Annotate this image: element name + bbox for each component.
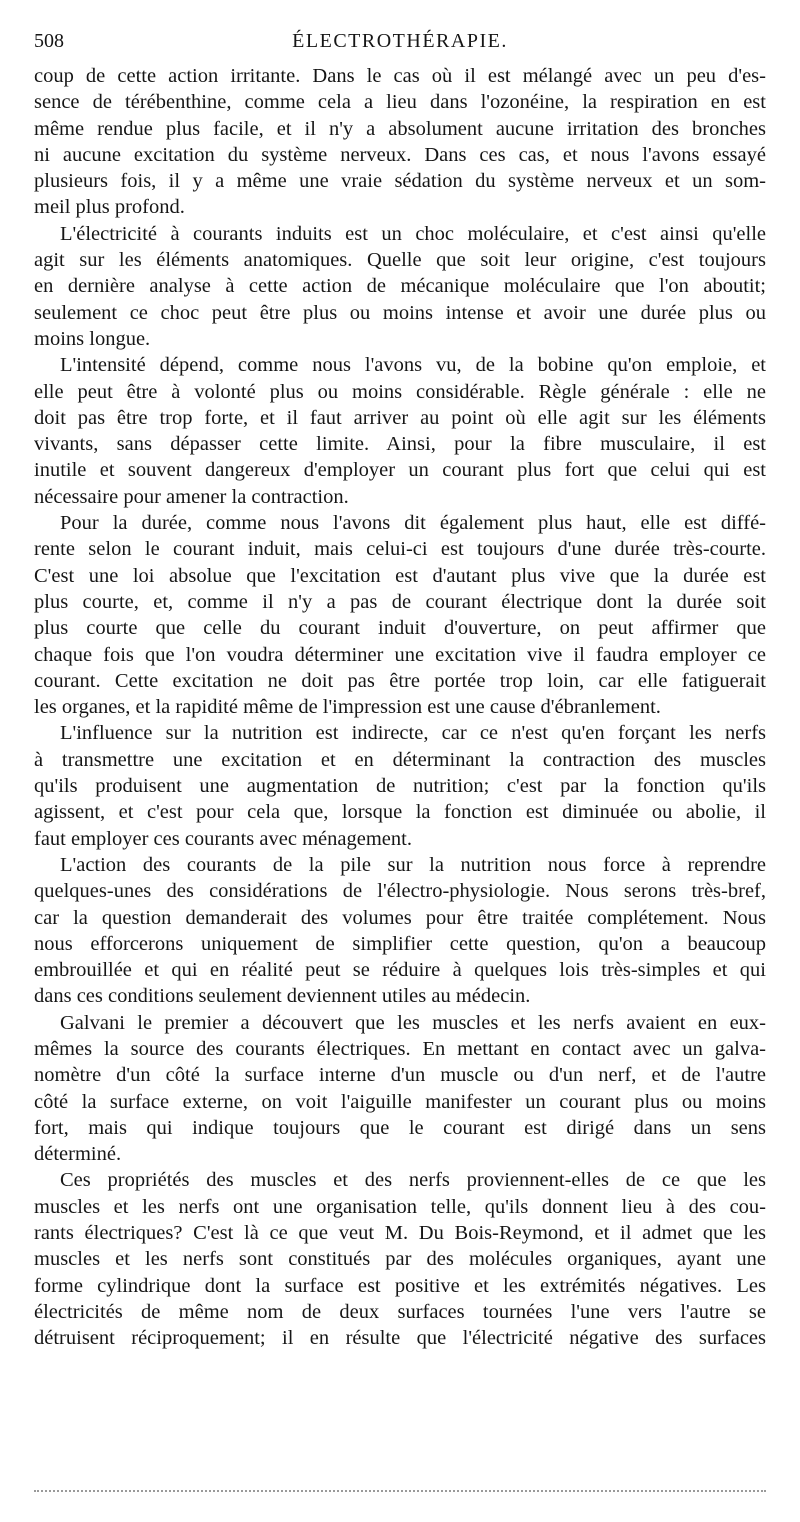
body-text [34,63,766,1352]
text-line: L'influence sur la nutrition est indirecte, car ce n'est qu'en forçant les nerfs [60,722,766,745]
text-line: elle peut être à volonté plus ou moins considérable. Règle générale : elle ne [34,380,766,403]
text-line: car la question demanderait des volumes pour être traitée complétement. Nous [34,906,766,929]
text-line: plus courte que celle du courant induit d'ouverture, on peut affirmer que [34,617,766,640]
text-line: meil plus profond. [34,196,185,219]
page-header [34,30,766,58]
text-line: vivants, sans dépasser cette limite. Ainsi, pour la fibre musculaire, il est [34,433,766,456]
running-title: ÉLECTROTHÉRAPIE. [292,30,508,52]
text-line: muscles et les nerfs ont une organisation telle, qu'ils donnent lieu à des cou- [34,1195,766,1218]
text-line: ni aucune excitation du système nerveux. Dans ces cas, et nous l'avons essayé [34,143,766,166]
text-line: moins longue. [34,327,151,350]
text-line: inutile et souvent dangereux d'employer un courant plus fort que celui qui est [34,459,766,482]
text-line: courant. Cette excitation ne doit pas être portée trop loin, car elle fatiguerait [34,669,766,692]
text-line: détruisent réciproquement; il en résulte que l'électricité négative des surfaces [34,1327,766,1350]
text-line: doit pas être trop forte, et il faut arriver au point où elle agit sur les éléments [34,406,766,429]
text-line: nécessaire pour amener la contraction. [34,485,349,508]
text-line: C'est une loi absolue que l'excitation est d'autant plus vive que la durée est [34,564,766,587]
text-line: qu'ils produisent une augmentation de nutrition; c'est par la fonction qu'ils [34,775,766,798]
text-line: quelques-unes des considérations de l'électro-physiologie. Nous serons très-bref, [34,880,766,903]
text-line: agit sur les éléments anatomiques. Quelle que soit leur origine, c'est toujours [34,249,766,272]
text-line: seulement ce choc peut être plus ou moins intense et avoir une durée plus ou [34,301,766,324]
text-line: chaque fois que l'on voudra déterminer une excitation vive il faudra employer ce [34,643,766,666]
text-line: rente selon le courant induit, mais celui-ci est toujours d'une durée très-courte. [34,538,766,561]
text-line: faut employer ces courants avec ménagement. [34,827,412,850]
text-line: les organes, et la rapidité même de l'impression est une cause d'ébranlement. [34,696,661,719]
text-line: L'action des courants de la pile sur la nutrition nous force à reprendre [60,853,766,876]
text-line: mêmes la source des courants électriques. En mettant en contact avec un galva- [34,1037,766,1060]
page-number: 508 [34,30,64,52]
text-line: côté la surface externe, on voit l'aiguille manifester un courant plus ou moins [34,1090,766,1113]
text-line: Pour la durée, comme nous l'avons dit également plus haut, elle est diffé- [60,512,766,535]
text-line: embrouillée et qui en réalité peut se réduire à quelques lois très-simples et qui [34,959,766,982]
text-line: forme cylindrique dont la surface est positive et les extrémités négatives. Les [34,1274,766,1297]
text-line: agissent, et c'est pour cela que, lorsque la fonction est diminuée ou abolie, il [34,801,766,824]
text-line: coup de cette action irritante. Dans le cas où il est mélangé avec un peu d'es- [34,65,766,87]
text-line: nomètre d'un côté la surface interne d'un muscle ou d'un nerf, et de l'autre [34,1064,766,1087]
text-line: en dernière analyse à cette action de mécanique moléculaire que l'on aboutit; [34,275,766,298]
text-line: Ces propriétés des muscles et des nerfs proviennent-elles de ce que les [60,1169,766,1192]
text-line: nous efforcerons uniquement de simplifier cette question, qu'on a beaucoup [34,932,766,955]
text-line: L'intensité dépend, comme nous l'avons vu, de la bobine qu'on emploie, et [60,354,766,377]
text-line: muscles et les nerfs sont constitués par des molécules organiques, ayant une [34,1248,766,1271]
text-line: plusieurs fois, il y a même une vraie sédation du système nerveux et un som- [34,170,766,193]
text-line: plus courte, et, comme il n'y a pas de courant électrique dont la durée soit [34,590,766,613]
text-line: L'électricité à courants induits est un choc moléculaire, et c'est ainsi qu'elle [60,222,766,245]
text-line: à transmettre une excitation et en déterminant la contraction des muscles [34,748,766,771]
text-line: dans ces conditions seulement deviennent utiles au médecin. [34,985,531,1008]
text-line: déterminé. [34,1143,122,1166]
text-line: sence de térébenthine, comme cela a lieu dans l'ozonéine, la respiration en est [34,91,766,114]
text-line: rants électriques? C'est là ce que veut M. Du Bois-Reymond, et il admet que les [34,1222,766,1245]
text-line: Galvani le premier a découvert que les muscles et les nerfs avaient en eux- [60,1011,766,1034]
bottom-bleedthrough-line [34,1490,766,1492]
text-line: électricités de même nom de deux surfaces tournées l'une vers l'autre se [34,1300,766,1323]
text-line: fort, mais qui indique toujours que le courant est dirigé dans un sens [34,1116,766,1139]
text-line: même rendue plus facile, et il n'y a absolument aucune irritation des bronches [34,117,766,140]
